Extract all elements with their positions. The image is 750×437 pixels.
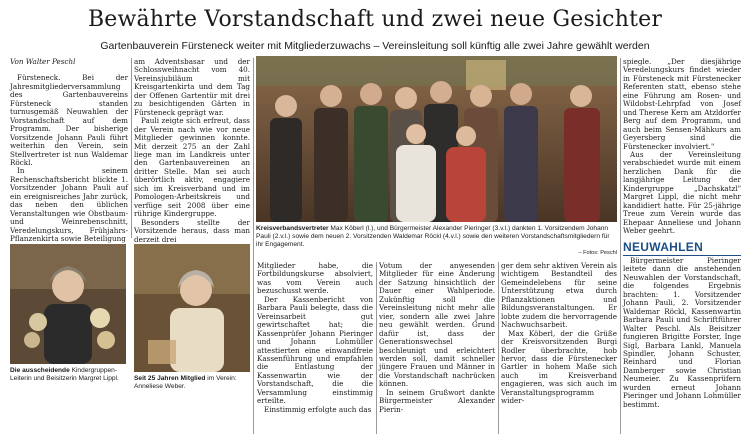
- caption-text: Max Köberl (l.), und Bürgermeister Alexander Pieringer (3.v.l.) dankten 1. Vorsitzendem Johann Pauli (2.v.l.) sowie dem neuen 2. Vorsitzenden Waldemar Röckl (4.v.l.) sowie den weiteren Vorstandschaftsmitgliedern für ihr Engagement.: [256, 225, 610, 248]
- portrait-photo-lippl: [10, 244, 126, 364]
- group-photo-caption: [256, 225, 617, 257]
- portrait-weber-image: [134, 244, 250, 372]
- paragraph: Der Kassenbericht von Barbara Pauli belegte, dass die Vereinsarbeit gut gewirtschaftet hat; die Kassenprüfer Johann Pieringer und Johann Lohmüller attestierten eine einwandfreie Kassenführung und empfahlen die Entlastung der Kassenwartin wie der Vorstandschaft, die die Versammlung einstimmig erteilte.: [257, 294, 373, 406]
- paragraph: Votum der anwesenden Mitglieder für eine Änderung der Satzung hinsichtlich der Dauer einer Wahlperiode. Zukünftig soll die Vereinsleitung nicht mehr alle vier, sondern alle zwei Jahre neu gewählt werden. Grund dafür ist, dass der Generationswechsel beschleunigt und erleichtert werden soll, damit schneller jüngere Frauen und Männer in die Vorstandschaft nachrücken können.: [379, 261, 495, 389]
- text-column-2: [134, 57, 250, 244]
- group-photo-image: [256, 56, 617, 222]
- paragraph: Pauli zeigte sich erfreut, dass der Verein nach wie vor neue Mitglieder gewinnen konnte. Mit derzeit 275 an der Zahl liege man im Landkreis unter den Gartenbauvereinen an dritter Stelle. Man sei auch überörtlich aktiv, engagiere sich im Kreisverband und im Pomologen-Arbeitskreis und verfüge seit 2008 über eine rührige Kindergruppe.: [134, 116, 250, 219]
- paragraph: ger dem sehr aktiven Verein als wichtigem Bestandteil des Gemeindelebens für seine Unterstützung etwa durch Pflanzaktionen und Bildungsveranstaltungen. Er lobte zudem die hervorragende Nachwuchsarbeit.: [501, 261, 617, 330]
- caption-bold: Kreisverbandsvertreter: [256, 225, 329, 232]
- column-divider: [376, 262, 377, 434]
- paragraph: Besonders stellte der Vorsitzende heraus, dass man derzeit drei: [134, 217, 250, 244]
- photo-credit: – Fotos: Peschl: [578, 250, 617, 256]
- paragraph: Einstimmig erfolgte auch das: [264, 404, 372, 414]
- paragraph: In seinem Rechenschaftsbericht blickte 1. Vorsitzender Johann Pauli auf ein ereignisreiches Jahr zurück, das neben den üblichen Veranstaltungen wie Obstbaum- und Weinrebenschnitt, Veredelungskurs, Frühjahrs-Pflanzenkirta sowie Beteiligung: [10, 166, 128, 244]
- caption-text: im Verein: Anneliese Weber.: [134, 375, 237, 390]
- article-headline: Bewährte Vorstandschaft und zwei neue Gesichter: [87, 7, 663, 32]
- paragraph: Mitglieder habe, die Fortbildungskurse absolviert, was vom Verein auch bezuschusst werde.: [257, 261, 373, 296]
- column-divider: [131, 58, 132, 238]
- text-column-2-lower: [257, 262, 373, 432]
- caption-text: Kindergruppen-Leiterin und Beisitzerin Margret Lippl.: [10, 367, 119, 382]
- paragraph: Max Köberl, der die Grüße der Kreisvorsitzenden Burgi Rodler überbrachte, hob hervor, dass die Fürstenecker Gartler in hohem Maße sich auch im Kreisverband engagieren, was sich auch im Veranstaltungsprogramm wider-: [501, 328, 617, 406]
- section-heading-neuwahlen: NEUWAHLEN: [623, 240, 741, 256]
- portrait-weber-caption: [134, 375, 252, 391]
- portrait-photo-weber: [134, 244, 250, 372]
- column-divider: [253, 58, 254, 434]
- group-photo: [256, 56, 617, 222]
- byline: Von Walter Peschl: [10, 57, 76, 66]
- caption-bold: Die ausscheidende: [10, 367, 70, 374]
- column-divider: [620, 58, 621, 434]
- paragraph: Fürsteneck. Bei der Jahresmitgliederversammlung des Gartenbauvereins Fürsteneck standen turnusgemäß Neuwahlen der Vorstandschaft auf dem Programm. Der bisherige Vorsitzende Johann Pauli führt weiterhin den Verein, sein Stellvertreter ist nun Waldemar Röckl.: [10, 73, 128, 167]
- article-subheadline: Gartenbauverein Fürsteneck weiter mit Mitgliederzuwachs – Vereinsleitung soll künftig alle zwei Jahre gewählt werden: [100, 40, 650, 52]
- text-column-3-lower: [379, 262, 495, 432]
- paragraph: Aus der Vereinsleitung verabschiedet wurde mit einem herzlichen Dank für die langjährige Leitung der Kindergruppe „Dachskatzl" Margret Lippl, die nicht mehr kandidiert hatte. Für 25-jährige Treue zum Verein wurde das Ehepaar Anneliese und Johann Weber geehrt.: [623, 149, 741, 236]
- paragraph: Bürgermeister Pieringer leitete dann die anstehenden Neuwahlen der Vorstandschaft, die folgendes Ergebnis brachten: 1. Vorsitzender Johann Pauli, 2. Vorsitzender Waldemar Röckl, Kassenwartin Barbara Pauli und Schriftführer Walter Peschl. Als Beisitzer fungieren Brigitte Forster, Inge Sigl, Barbara Lankl, Manuela Spindler, Johann Schuster, Reinhard und Florian Damberger sowie Christian Neumeier. Zu Kassenprüfern wurden erneut Johann Pieringer und Johann Lohmüller bestimmt.: [623, 256, 741, 409]
- paragraph: In seinem Grußwort dankte Bürgermeister Alexander Pierin-: [379, 387, 495, 414]
- paragraph: am Adventsbasar und der Schlossweihnacht vom 40. Vereinsjubiläum mit Kreisgartenkirta und dem Tag der Offenen Gartentür mit drei zu besichtigenden Gärten in Fürsteneck geprägt war.: [134, 57, 250, 117]
- portrait-lippl-image: [10, 244, 126, 364]
- column-divider: [498, 262, 499, 434]
- text-column-5-lower: [623, 257, 741, 432]
- caption-bold: Seit 25 Jahren Mitglied: [134, 375, 206, 382]
- text-column-4-lower: [501, 262, 617, 432]
- text-column-5: [623, 58, 741, 234]
- paragraph: spiegle. „Der diesjährige Veredelungskurs findet wieder in Fürsteneck mit Fürstenecker Referenten statt, ebenso stehe eine Führung am Rosen- und Wildobst-Lehrpfad von Josef und Therese Kern am Atzldorfer Berg auf dem Programm, und auch beim Sensen-Mähkurs am Geyersberg sind die Fürstenecker involviert.": [623, 57, 741, 151]
- portrait-lippl-caption: [10, 367, 128, 383]
